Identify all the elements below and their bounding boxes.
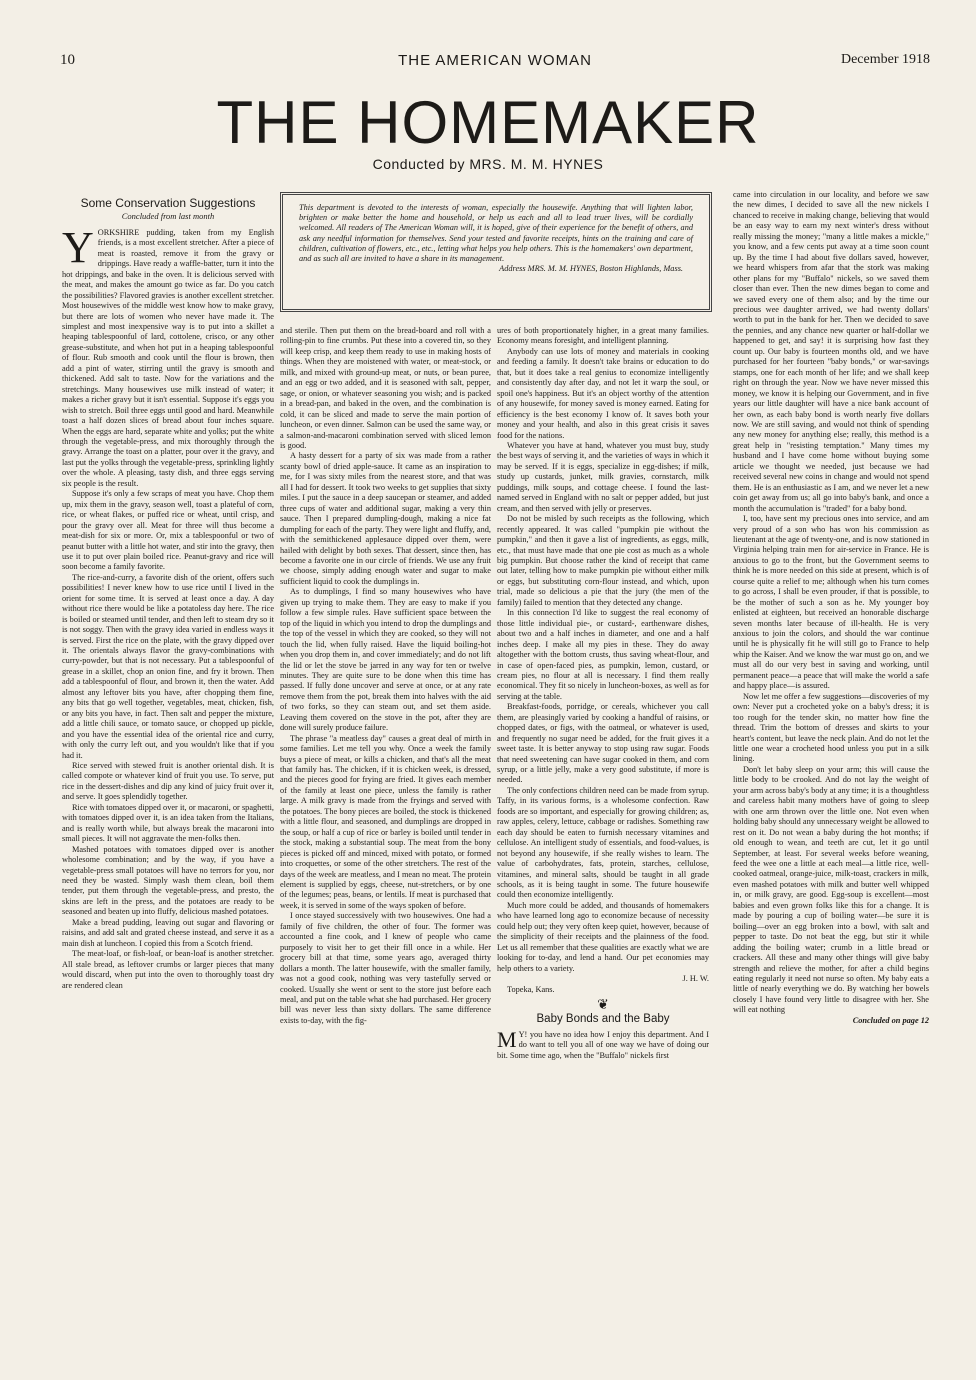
- notice-address: Address MRS. M. M. HYNES, Boston Highlands, Mass.: [499, 264, 683, 274]
- article-paragraph: came into circulation in our locality, and before we saw the new dimes, I decided to save all the new nickels I chanced to receive in making change, believing that would be an easy way to earn my next winter's dress without really missing the money; "many a little makes a mickle," you know, and a few cents put away at a time soon count up. By the time I had about five dollars saved, however, we heard whispers from afar that the stork was making other plans for my "Buffalo" nickels, so we saved them closer than ever. Then the new dimes began to come and we saved every one of them also; and by the time our precious wee daughter arrived, we had twenty dollars' worth to put in the bank for her. Then we decided to save the pennies, and any chance new quarter or half-dollar we happened to get, and say! it is surprising how fast they count up. Our baby is fourteen months old, and we have purchased for her fourteen "baby bonds," or war-savings stamps, one for each month of her life; and we shall keep right on through the year. Now we have never missed this money, we know it is helping our Government, and in five years our little daughter will have a nice bank account of her own, as each baby bond is worth nearly five dollars now. We are still saving, and would not think of spending any new money for anything else; really, this method is a great help in "resisting temptation." Many times my husband and I have come home without buying some article we thought we needed, just because we had received several new coins in change and would not spend them. He is an enthusiastic as I am, and we never let a new coin get away from us; all go into baby's bank, and once a month the accumulation is "traded" for a baby bond.: [733, 190, 929, 513]
- article-paragraph: The rice-and-curry, a favorite dish of the orient, offers such possibilities! I never knew how to use rice until I lived in the orient for some time. It is served at least once a day. A day without rice there would be like a potatoless day here. The rice is boiled or steamed until tender, and then left to steam dry so it is not soggy. Then with the gravy idea varied in endless ways it is served. First the rice on the plate, with the gravy dipped over it. The orientals always flavor the gravy-combinations with curry-powder, but that is not necessary. Put a tablespoonful of grease in a skillet, chop an onion fine, and fry it brown. Then add a tablespoonful of flour, and brown it, then the water. Add almost any leftover bits you have, after chopping them fine, any bits that go well together, vegetables, meat, chicken, fish, or any bits you have, in fact. Then salt and pepper the mixture, add a little chili sauce, or tomato sauce, or chopped up pickle, and you have the essential idea of the oriental rice and curry, with only the curry left out, and you wouldn't like that if you had it.: [62, 572, 274, 760]
- article-paragraph: M Y! you have no idea how I enjoy this department. And I do want to tell you all of one way we have of doing our bit. Some time ago, when the "Buffalo" nickels first: [497, 1026, 709, 1060]
- article-paragraph: As to dumplings, I find so many housewives who have given up trying to make them. They are easy to make if you follow a few simple rules. Have sufficient space between the top of the liquid in which you intend to drop the dumplings and the top of the vessel in which they are cooked, so they will not touch the lid, when fully raised. Have the liquid boiling-hot when you drop them in, and cover immediately; and do not lift the lid or let the stove be jarred in any way for ten or twelve minutes. They are quite sure to be done when this time has passed. If fully done uncover and serve at once, or at any rate remove them from the pot, break them into halves with the aid of two forks, so they can steam out, and set them aside. Leaving them covered on the stove in the pot, after they are done will surely produce failure.: [280, 587, 491, 733]
- page-title: THE HOMEMAKER: [216, 89, 760, 156]
- article-paragraph: The phrase "a meatless day" causes a great deal of mirth in some families. Let me tell you why. Once a week the family buys a piece of meat, or kills a chicken, and that's all the meat that family has. The chicken, if it is chicken week, is dressed, and the pieces good for frying are fried. It gives each member of the family at least one piece, unless the family is rather large. A milk gravy is made from the fryings and served with the potatoes. The bony pieces are boiled, the stock is thickened with a little flour, and seasoned, and dumplings are dropped in the soup, or half a cup of rice or barley is boiled until tender in the stock, making a substantial soup. The meat from the bony pieces is picked off and minced, mixed with potato, or formed into croquettes, or some of the other stretchers. The rest of the days of the week are meatless, and I mean no meat. The protein element is supplied by eggs, cheese, nut-stretchers, or by one of the legumes; peas, beans, or lentils. If meat is purchased that week, it is served in some of the ways spoken of before.: [280, 733, 491, 910]
- article-paragraph: Make a bread pudding, leaving out sugar and flavoring or raisins, and add salt and grated cheese instead, and serve it as a main dish at luncheon. I copied this from a Scotch friend.: [62, 917, 274, 948]
- magazine-name: THE AMERICAN WOMAN: [398, 52, 592, 69]
- article-paragraph: Breakfast-foods, porridge, or cereals, whichever you call them, are pleasingly varied by cooking a handful of raisins, or chopped dates, or figs, with the oatmeal, or whatever is used, and frequently no sugar need be added, for the fruit gives it a sweet taste. It is better anyway to stop using raw sugar. Foods that need sweetening can have sugar cooked in them, and corn syrup, or a little jelly, make a very good substitute, if more is needed.: [497, 702, 709, 785]
- column-4: [733, 190, 929, 1333]
- drop-cap: Y: [62, 222, 94, 272]
- continued-link[interactable]: Concluded on page 12: [852, 1015, 929, 1025]
- article-paragraph: Whatever you have at hand, whatever you must buy, study the best ways of serving it, and the varieties of ways in which it may be served. If it is eggs, specialize in egg-dishes; if milk, study up custards, junket, milk gravies, cornstarch, milk puddings, milk soups, and cottage cheese. I found the last-named served in England with no salt or pepper added, but just cream, and then served with jelly or preserves.: [497, 440, 709, 513]
- article-paragraph: In this connection I'd like to suggest the real economy of those little individual pie-, or custard-, earthenware dishes, about two and a half inches in diameter, and one and a half inches deep. I make all my pies in these. They do away altogether with the bottom crusts, thus saving wheat-flour, and in case of open-faced pies, as pumpkin, lemon, custard, or cream pies, no flour at all is necessary. I find them really economical. They fit so nicely in luncheon-boxes, as well as for serving at the table.: [497, 608, 709, 701]
- notice-text: This department is devoted to the interests of woman, especially the housewife. Anything that will lighten labor, brighten or make better the home and household, or help us each and all to lead truer lives, will be cordially welcomed. All readers of The American Woman will, it is hoped, give of their experience for the benefit of others, and ask any needful information for themselves. Send your tested and favorite receipts, hints on the training and care of children, cultivation of flowers, etc., etc., letting what helps you help others. This is the homemakers' own department, and as such all are invited to have a share in its management.: [299, 203, 693, 264]
- article-paragraph: Do not be misled by such receipts as the following, which recently appeared. It was called "pumpkin pie without the pumpkin," and then it gave a list of ingredients, as eggs, milk, etc., that must have made that one pie cost as much as a whole big pumpkin. But choose rather the kind of receipt that came out later, telling how to make pumpkin pie without either milk or eggs, but substituting corn-flour instead, and which, upon trial, made so delicious a pie that the jury (the men of the family) failed to mention that they detected any change.: [497, 514, 709, 607]
- article-paragraph: Mashed potatoes with tomatoes dipped over is another wholesome combination; and by the way, if you have a vegetable-press small potatoes will have no terrors for you, nor need they be wasted. Simply wash them clean, boil them tender, put them through the vegetable-press, and presto, the skins are left in the press, and the potatoes are ready to be seasoned and beaten up into fluffy, delicious mashed potatoes.: [62, 844, 274, 917]
- byline: Conducted by MRS. M. M. HYNES: [372, 156, 604, 172]
- article-paragraph: Suppose it's only a few scraps of meat you have. Chop them up, mix them in the gravy, season well, toast a plateful of corn, rice, or wheat flakes, or puffed rice or wheat, until crisp, and pour the gravy over all. Meat for three will thus become a meat-dish for six or more. Or, mix a tablespoonful or two of peanut butter with a little hot water, and stir into the gravy, then use it to put over plain boiled rice. Peanut-gravy and rice will soon become a family favorite.: [62, 489, 274, 572]
- article-paragraph: Don't let baby sleep on your arm; this will cause the little body to be crooked. And do not lay the weight of your arm across baby's body at any time; it is a thoughtless and careless habit many mothers have of going to sleep with one arm thrown over the little one. Not even when holding baby should any unnecessary weight be allowed to rest on it. Do not wean a baby during the hot months; if old enough to wean, and teeth are cut, let it go until September, at least. For several weeks before weaning, feed the wee one a little at each meal—a little rice, well-cooked oatmeal, orange-juice, milk-toast, crackers in milk, even mashed potatoes with milk and butter well whipped in, or milk gravy, are good. Egg-soup is excellent—most babies and even grown folks like this for a change. It is made by pouring a cup of boiling water—be sure it is boiling—over an egg broken into a bowl, with salt and pepper to taste. Do not beat the egg, but stir it while adding the boiling water; crumb in a little bread or crackers. All these and many other things will give baby strength and relieve the mother, for after a child begins eating regularly it need not nurse so often. My baby eats a little of nearly everything we do. By watching her bowels closely I have found very little to disagree with her. She will eat nothing: [733, 764, 929, 1015]
- page-number: 10: [60, 52, 75, 68]
- article-paragraph: Now let me offer a few suggestions—discoveries of my own: Never put a crocheted yoke on a baby's dress; it is too rough for the tender skin, no matter how fine the thread. Trim the bottom of dresses and skirts to your heart's content, but leave the neck plain. And do not let the little one wear a crocheted hood unless you put in a silk lining.: [733, 691, 929, 764]
- article-paragraph: I once stayed successively with two housewives. One had a family of five children, the other of four. The former was accounted a fine cook, and I knew of people who came purposely to visit her to get their fill once in a while. Her grocery bill at that time, some years ago, averaged thirty dollars a month. The latter housewife, with the smaller family, was not a good cook, nothing was very tastefully served or cooked. Usually she went or sent to the store just before each meal, and put on the table what she had purchased. Her grocery bill was never less than sixty dollars. The same difference exists to-day, with the fig-: [280, 911, 491, 1025]
- article-paragraph: The meat-loaf, or fish-loaf, or bean-loaf is another stretcher. All stale bread, as leftover crumbs or larger pieces that many would discard, when put into the oven to thoroughly toast dry are rendered clean: [62, 949, 274, 990]
- author-initials: J. H. W.: [682, 974, 709, 984]
- article-paragraph: I, too, have sent my precious ones into service, and am very proud of a son who has won his commission as lieutenant at the age of twenty-one, and is now stationed in Virginia helping train men for air-service in France. He is anxious to go to the front, but the Government seems to think he is more needed on this side at present, which is of course quite a relief to me; although when his turn comes to go across, I shall be even prouder, if that is possible, to be the mother of such a son as he. My younger boy enlisted at eighteen, but received an honorable discharge seven months later because of ill-health. He is very anxious to join the colors, and should the war continue until he is physically fit he will still go to France to help whip the Kaiser. And we know the war must go on, and we must all do our very best in saving and working, until permanent peace—a peace that will make the world a safe and happy place—is assured.: [733, 514, 929, 691]
- author-location: Topeka, Kans.: [507, 984, 555, 994]
- article-paragraph: and sterile. Then put them on the bread-board and roll with a rolling-pin to fine crumbs. Put these into a covered tin, so they will keep crisp, and keep them ready to use in making hosts of things. When they are moistened with water, or meat-stock, or milk, and mixed with ground-up meat, or nuts, or bean puree, and an egg or two added, and it is seasoned with salt, pepper, sage, or onion, or whatever seasoning you wish; and is packed in a bread-pan, and baked in the oven, and the combination is cold, it can be sliced and made to serve the main portion of luncheon, or even dinner. Salmon can be used the same way, or a salmon-and-macaroni combination served with sliced lemon is good.: [280, 326, 491, 450]
- article-paragraph: YORKSHIRE pudding, taken from my English friends, is a most excellent stretcher. After a piece of meat is roasted, remove it from the gravy or drippings. Have ready a waffle-batter, turn it into the hot drippings, and bake in the oven. It is delicious served with the meat, and makes the amount go twice as far. Do you catch the possibilities? Flavored gravies is another excellent stretcher. Most housewives of the middle west know how to make gravy, but there are lots of women who never have made it. The simplest and most inexpensive way is to put into a skillet a heaping tablespoonful of lard, cottolene, crisco, or any other grease-substitute, and when hot put in a heaping tablespoonful of flour. Rub smooth and cook until the flour is brown, then add a pint of water, stirring until the gravy is smooth and thickened. Add salt to taste. Now for the variations and the stretchings. Many housewives use milk instead of water; it makes a richer gravy but it isn't essential. Suppose it's eggs you wish to stretch. Boil three eggs until good and hard. Meanwhile toast a half dozen slices of bread about four inches square. When the eggs are hard, separate white and yolks; put the white through the vegetable-press, and mix thoroughly through the gravy. Arrange the toast on a platter, pour over it the gravy, and last put the yolks through the vegetable-press, sprinkling lightly over the whole. A pleasing, tasty dish, and three eggs serving six people is the result.: [62, 222, 274, 488]
- article-paragraph: Rice with tomatoes dipped over it, or macaroni, or spaghetti, with tomatoes dipped over it, is an idea taken from the Italians, and is really worth while, but always break the macaroni into small pieces. It will not aggravate the men-folks then.: [62, 802, 274, 844]
- column-2: [280, 326, 491, 1333]
- running-header: [60, 52, 930, 74]
- article-paragraph: Anybody can use lots of money and materials in cooking and feeding a family. It doesn't take brains or education to do that, but it does take a real genius to economize intelligently and consistently day after day, and not let it warp the soul, or spoil one's happiness. But it's an object worthy of the attention of any housewife, for money saved is money earned. Eating for efficiency is the best economy I know of. It saves both your money and your health, and also in this great crisis it saves food for the nations.: [497, 346, 709, 440]
- article-heading: Some Conservation Suggestions: [80, 198, 256, 210]
- issue-date: December 1918: [840, 52, 930, 67]
- article-paragraph: ures of both proportionately higher, in a great many families. Economy means foresight, and intelligent planning.: [497, 326, 709, 346]
- article-paragraph: Much more could be added, and thousands of homemakers who have learned long ago to economize because of necessity could help out; they very often keep quiet, however, because of the simplicity of their receipts and the plainness of the food. Let us all remember that these qualities are exactly what we are looking for to-day, and lend a hand. Our pet economies may help others to a variety.: [497, 900, 709, 973]
- article-paragraph: A hasty dessert for a party of six was made from a rather scanty bowl of dried apple-sauce. It came as an inspiration to me, for I was sixty miles from the nearest store, and that was all I had for dessert. It took two weeks to get supplies that sixty miles. I put the sauce in a deep saucepan or steamer, and added three cups of water and additional sugar, making a very thin sauce. Then I prepared dumpling-dough, making a nice fat dumpling for each of the party. They were light and fluffy, and, with the semithickened applesauce dipped over them, were hailed with delight by both sexes. That dessert, since then, has become a favorite one in our circle of friends. We use any fruit we choose, simply adding enough water and sugar to make sufficient liquid to cook the dumplings in.: [280, 451, 491, 586]
- article-paragraph: Rice served with stewed fruit is another oriental dish. It is called compote or whatever kind of fruit you use. To serve, put rice in the dessert-dishes and dip any kind of juicy fruit over it, and serve. It goes splendidly together.: [62, 761, 274, 802]
- article-subheading: Concluded from last month: [121, 211, 215, 222]
- department-notice: [280, 192, 712, 312]
- article-heading: Baby Bonds and the Baby: [536, 1013, 670, 1026]
- drop-cap: M: [497, 1026, 517, 1052]
- article-paragraph: The only confections children need can be made from syrup. Taffy, in its various forms, is a wholesome confection. Raw foods are so important, and especially for growing children; as, raw apples, celery, lettuce, cabbage or radishes. Something raw each day should be eaten to furnish necessary vitamines and cellulose. An intelligent study of essentials, and food-values, is not beyond any housewife, if she really wishes to learn. The value of carbohydrates, fats, protein, starches, cellulose, vitamines, and mineral salts, should be taught in all grade schools, as it is being taught in some. The future housewife could then economize intelligently.: [497, 785, 709, 900]
- column-3: [497, 326, 709, 1333]
- column-1: [62, 198, 274, 1333]
- ornament-icon: ❦: [597, 998, 609, 1013]
